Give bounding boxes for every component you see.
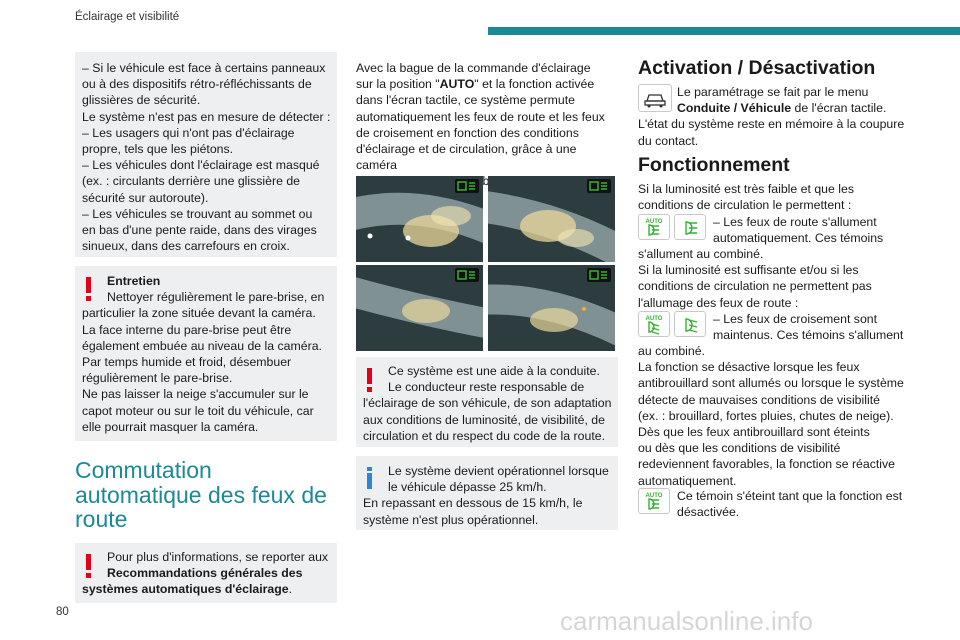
low-beam-icon — [674, 311, 706, 337]
fonctionnement-intro: Si la luminosité est très faible et que les conditions de circulation le permettent : — [638, 182, 854, 213]
indicator-auto-icon — [455, 268, 479, 282]
indicator-auto-icon — [587, 179, 611, 193]
auto-label: AUTO — [645, 219, 663, 225]
auto-label: AUTO — [645, 493, 663, 499]
road-illustration-3 — [356, 265, 483, 351]
speed-info-text: Le système devient opérationnel lorsque le véhicule dépasse 25 km/h. En repassant en dessous de 15 km/h, le système n'est plus opérationnel. — [363, 464, 609, 527]
indicator-auto-icon — [587, 268, 611, 282]
running-header: Éclairage et visibilité — [75, 11, 180, 23]
indicator-auto-icon — [455, 179, 479, 193]
road-illustration-1 — [356, 176, 483, 262]
item2-text: – Les feux de croisement sont maintenus. Ces témoins s'allument — [713, 312, 904, 343]
fonctionnement-rest: au combiné. La fonction se désactive lorsque les feux antibrouillard sont allumés ou lorsque le système détecte de mauvaises conditions de visibilité (ex. : brouillard, fortes pluies, chutes de neige). Dès que les feux antibrouillard sont éteints ou dès que les conditions de visibilité redeviennent favorables, la fonction se réactive automatiquement. — [638, 344, 904, 488]
page-number: 80 — [56, 606, 69, 618]
activation-text: Le paramétrage se fait par le menu Conduite / Véhicule de l'écran tactile. L'état du système reste en mémoire à la coupure du contact. — [638, 85, 905, 148]
exceptions-text: – Si le véhicule est face à certains panneaux ou à des dispositifs rétro-réfléchissants de glissières de sécurité. Le système n'est pas en mesure de détecter : – Les usagers qui n'ont pas d'éclairage propre, tels que les piétons. – Les véhicules dont l'éclairage est masqué (ex. : circulants derrière une glissière de sécurité sur autoroute). – Les véhicules se trouvant au sommet ou en bas d'une pente raide, dans des virages sinueux, dans des carrefours en croix. — [82, 61, 331, 254]
entretien-title: Entretien — [107, 274, 161, 288]
auto-beam-indicator-icon — [638, 488, 670, 514]
road-illustration-4 — [488, 265, 615, 351]
item1-text: – Les feux de route s'allument automatiquement. Ces témoins — [713, 215, 884, 246]
auto-high-beam-icon — [638, 214, 670, 240]
watermark: carmanualsonline.info — [560, 606, 813, 636]
high-beam-icon — [674, 214, 706, 240]
fonctionnement-heading: Fonctionnement — [638, 154, 790, 176]
auto-label: AUTO — [645, 316, 663, 322]
recommend-text: Pour plus d'informations, se reporter aux Recommandations générales des systèmes automatiques d'éclairage. — [82, 550, 329, 597]
intro-text: Avec la bague de la commande d'éclairage sur la position "AUTO" et la fonction activée dans l'écran tactile, ce système permute automatiquement les feux de route et les feux de croisement en fonction des conditions d'éclairage et de circulation, grâce à une caméra pare-brise. — [356, 61, 605, 189]
header-accent-bar — [488, 27, 960, 35]
entretien-text: Entretien Nettoyer régulièrement le pare-brise, en particulier la zone située devant la caméra. La face interne du pare-brise peut être également embuée au niveau de la caméra. Par temps humide et froid, désembuer régulièrement le pare-brise. Ne pas laisser la neige s'accumuler sur le capot moteur ou sur le toit du véhicule, car elle pourrait masquer la caméra. — [82, 273, 337, 435]
section-title: Commutation automatique des feux de route — [75, 457, 327, 532]
fonctionnement-middle: s'allument au combiné. Si la luminosité est suffisante et/ou si les conditions de circulation ne permettent pas l'allumage des feux de route : — [638, 247, 872, 310]
last-item-text: Ce témoin s'éteint tant que la fonction est désactivée. — [677, 489, 903, 520]
auto-low-beam-icon — [638, 311, 670, 337]
activation-heading: Activation / Désactivation — [638, 57, 876, 79]
road-illustration-2 — [488, 176, 615, 262]
driving-aid-warning-text: Ce système est une aide à la conduite. Le conducteur reste responsable de l'éclairage de son véhicule, de son adaptation aux conditions de luminosité, de visibilité, de circulation et du respect du code de la route. — [363, 364, 612, 443]
